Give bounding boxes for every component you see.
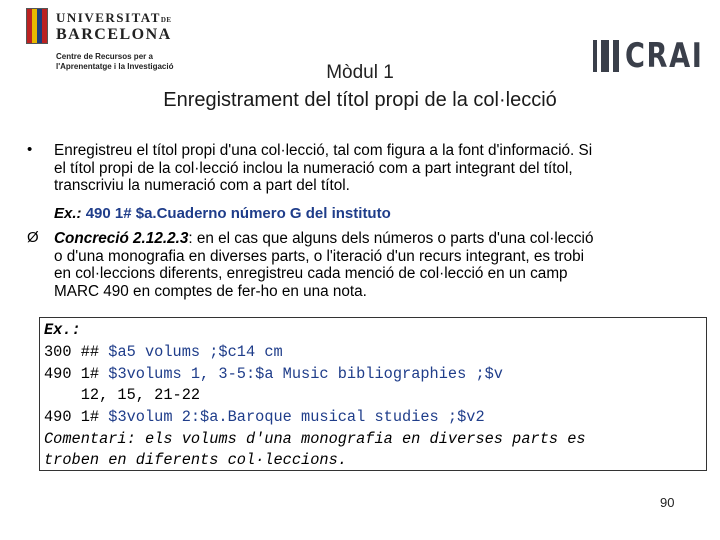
university-name-line1: UNIVERSITATDE <box>56 10 172 25</box>
university-name-line2: BARCELONA <box>56 26 172 43</box>
crai-wordmark: CRAI <box>625 36 704 76</box>
marc-field-490-a: 490 1# $3volums 1, 3-5:$a Music bibliographies ;$v <box>44 365 503 383</box>
inline-example <box>54 205 694 223</box>
page-number: 90 <box>660 495 675 510</box>
university-shield-icon <box>26 8 48 44</box>
arrow-bullet-icon: Ø <box>27 229 39 246</box>
page-title: Enregistrament del títol propi de la col·lecció <box>163 89 557 111</box>
concrecio-term: Concreció 2.12.2.3 <box>54 230 189 247</box>
module-title: Mòdul 1 <box>326 62 394 83</box>
marc-field-300: 300 ## $a5 volums ;$c14 cm <box>44 343 283 361</box>
example-value: 490 1# $a.Cuaderno número G del instituto <box>85 205 391 222</box>
crai-description: Centre de Recursos per a l'Aprenentatge i la Investigació <box>56 52 174 71</box>
example-box-label: Ex.: <box>44 321 81 339</box>
paragraph-concrecio: Concreció 2.12.2.3: en el cas que alguns dels números o parts d'una col·lecció o d'una monografia en diverses parts, o l'iteració d'un recurs integrant, es trobi en col·leccions diferents, enregistreu cada menció de col·lecció en un camp MARC 490 en comptes de fer-ho en una nota. <box>54 230 594 300</box>
example-comment-line2: troben en diferents col·leccions. <box>44 451 347 469</box>
example-box <box>39 317 707 471</box>
marc-field-490-b: 490 1# $3volum 2:$a.Baroque musical studies ;$v2 <box>44 408 485 426</box>
marc-field-490-a-cont: 12, 15, 21-22 <box>44 386 201 404</box>
example-label: Ex.: <box>54 205 82 222</box>
paragraph-rule: Enregistreu el títol propi d'una col·lecció, tal com figura a la font d'informació. Si el títol propi de la col·lecció inclou la numeració com a part integrant del títol, transcriviu la numeració com a part del títol. <box>54 142 593 194</box>
bullet-icon: • <box>27 141 33 158</box>
example-comment-line1: Comentari: els volums d'una monografia en diverses parts es <box>44 430 586 448</box>
